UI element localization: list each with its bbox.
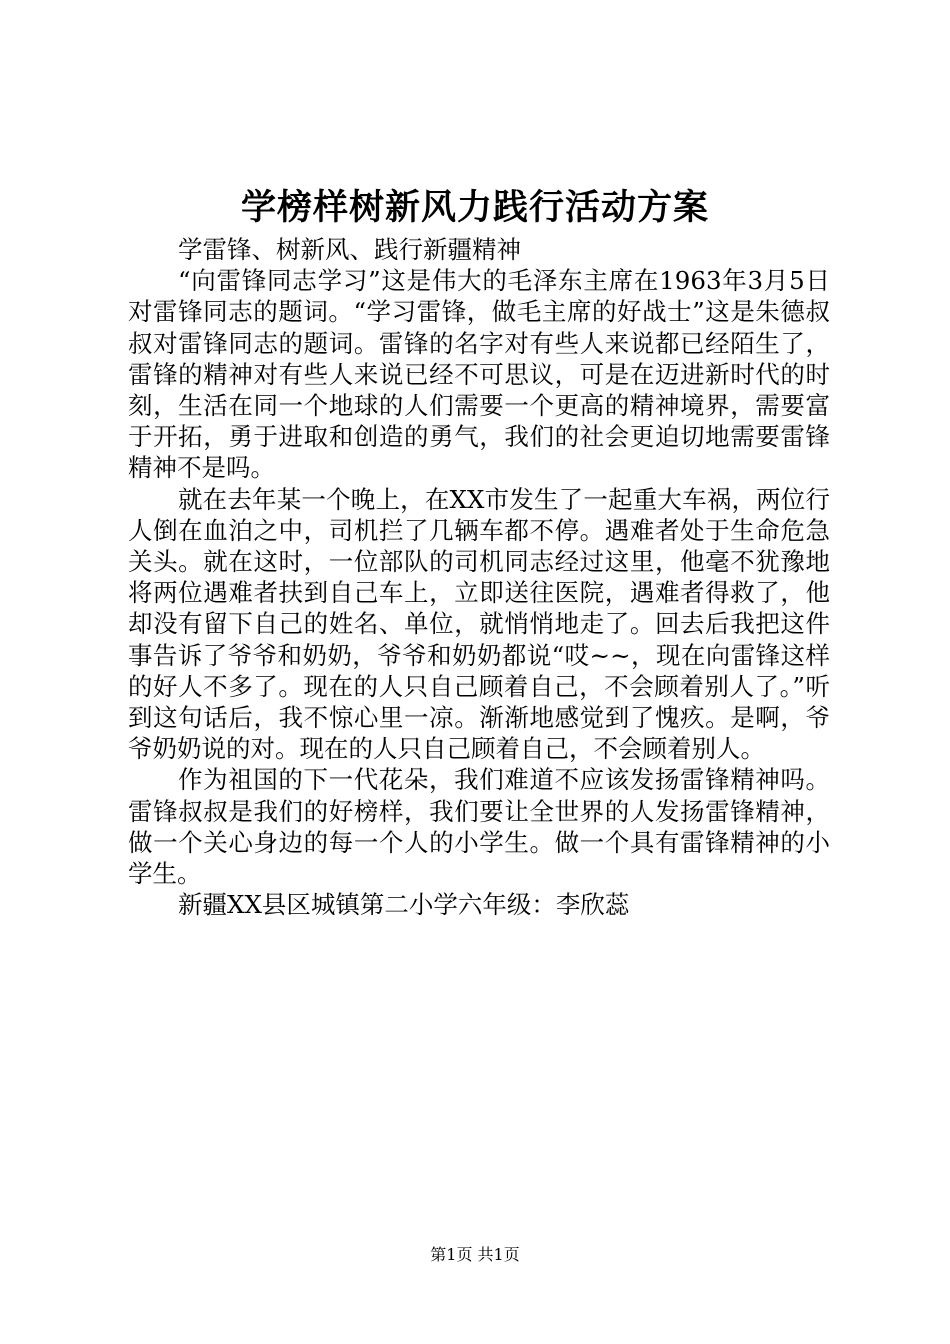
- paragraph-2: 就在去年某一个晚上，在XX市发生了一起重大车祸，两位行人倒在血泊之中，司机拦了几辆车都不停。遇难者处于生命危急关头。就在这时，一位部队的司机同志经过这里，他毫不犹豫地将两位遇难者扶到自己车上，立即送往医院，遇难者得救了，他却没有留下自己的姓名、单位，就悄悄地走了。回去后我把这件事告诉了爷爷和奶奶，爷爷和奶奶都说“哎~~，现在向雷锋这样的好人不多了。现在的人只自己顾着自己，不会顾着别人了。”听到这句话后，我不惊心里一凉。渐渐地感觉到了愧疚。是啊，爷爷奶奶说的对。现在的人只自己顾着自己，不会顾着别人。: [128, 484, 830, 764]
- document-body: [128, 234, 830, 920]
- paragraph-subtitle: 学雷锋、树新风、践行新疆精神: [178, 235, 521, 264]
- page-footer: 第1页 共1页: [430, 1245, 520, 1264]
- document-title: 学榜样树新风力践行活动方案: [240, 187, 709, 228]
- paragraph-signature: 新疆XX县区城镇第二小学六年级：李欣蕊: [178, 890, 630, 920]
- paragraph-1: “向雷锋同志学习”这是伟大的毛泽东主席在1963年3月5日对雷锋同志的题词。“学习雷锋，做毛主席的好战士”这是朱德叔叔对雷锋同志的题词。雷锋的名字对有些人来说都已经陌生了，雷锋的精神对有些人来说已经不可思议，可是在迈进新时代的时刻，生活在同一个地球的人们需要一个更高的精神境界，需要富于开拓，勇于进取和创造的勇气，我们的社会更迫切地需要雷锋精神不是吗。: [128, 266, 830, 483]
- paragraph-3: 作为祖国的下一代花朵，我们难道不应该发扬雷锋精神吗。雷锋叔叔是我们的好榜样，我们要让全世界的人发扬雷锋精神，做一个关心身边的每一个人的小学生。做一个具有雷锋精神的小学生。: [128, 765, 830, 889]
